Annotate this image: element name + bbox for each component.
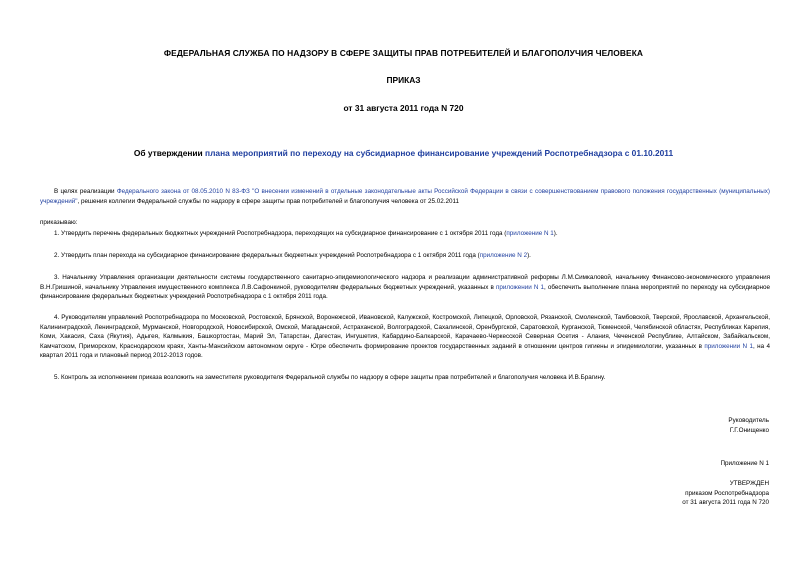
preamble-pre: В целях реализации [54, 188, 117, 195]
signature-block [728, 416, 769, 435]
item-1-post: ). [553, 230, 558, 237]
appendix-2-link[interactable]: приложение N 2 [479, 252, 528, 259]
item-3-pre: 3. Начальнику Управления организации деятельности системы государственного санитарно-эпидемиологического надзора и реализации административной реформы Л.М.Симкаловой, начальнику Финансово-экономического управления В.Н.Гришиной, начальнику Управления имущественного комплекса Л.В.Сафонкиной, руководителям федеральных бюджетных учреждений, указанных в [40, 274, 770, 291]
item-3-paragraph [40, 273, 770, 302]
item-1-pre: 1. Утвердить перечень федеральных бюджетных учреждений Роспотребнадзора, переходящих на субсидиарное финансирование с 1 октября 2011 года ( [54, 230, 507, 237]
federal-law-link[interactable]: Федерального закона от 08.05.2010 N 83-ФЗ "О внесении изменений в отдельные законодательные акты Российской Федерации в связи с совершенствованием правового положения государственных (муниципальных) учреждений" [40, 188, 770, 205]
item-3-appendix-link[interactable]: приложении N 1 [495, 283, 545, 291]
item-4-post: , на 4 квартал 2011 года и плановый период 2012-2013 годов. [40, 342, 771, 359]
appendix-label: Приложение N 1 [720, 460, 769, 467]
item-2-post: ). [527, 252, 531, 259]
approval-order-date: от 31 августа 2011 года N 720 [682, 499, 769, 506]
signature-role: Руководитель [728, 417, 769, 424]
appendix-1-link[interactable]: приложение N 1 [506, 230, 554, 237]
approval-block [682, 479, 769, 508]
order-title-link[interactable]: плана мероприятий по переходу на субсидиарное финансирование учреждений Роспотребнадзора с 01.10.2011 [205, 148, 674, 158]
item-2-pre: 2. Утвердить план перехода на субсидиарное финансирование федеральных бюджетных учреждений Роспотребнадзора с 1 октября 2011 года ( [54, 252, 480, 259]
signature-name: Г.Г.Онищенко [729, 426, 769, 434]
item-1-paragraph [40, 229, 770, 239]
document-type: ПРИКАЗ [386, 75, 421, 85]
item-4-pre: 4. Руководителям управлений Роспотребнадзора по Московской, Ростовской, Брянской, Воронежской, Ивановской, Калужской, Костромской, Липецкой, Орловской, Рязанской, Смоленской, Тамбовской, Тверской, Ярославской, Архангельской, Калининградской, Ленинградской, Мурманской, Новгородской, Новосибирской, Омской, Магаданской, Астраханской, Волгоградской, Сахалинской, Оренбургской, Саратовской, Курганской, Тюменской, Челябинской областях, Республиках Карелия, Коми, Хакасия, Саха (Якутия), Адыгея, Калмыкия, Башкортостан, Марий Эл, Татарстан, Дагестан, Ингушетия, Кабардино-Балкарской, Карачаево-Черкесской Северная Осетия - Алания, Чеченской Республике, Алтайском, Забайкальском, Камчатском, Приморском, Краснодарском краях, Ханты-Мансийском автономном округе - Югре обеспечить формирование проектов государственных заданий в отношении центров гигиены и эпидемиологии, указанных в [40, 314, 770, 350]
order-date-number: от 31 августа 2011 года N 720 [343, 103, 464, 113]
order-title-prefix: Об утверждении [133, 148, 206, 158]
agency-heading: ФЕДЕРАЛЬНАЯ СЛУЖБА ПО НАДЗОРУ В СФЕРЕ ЗАЩИТЫ ПРАВ ПОТРЕБИТЕЛЕЙ И БЛАГОПОЛУЧИЯ ЧЕЛОВЕКА [163, 48, 644, 58]
approval-order-ref: приказом Роспотребнадзора [685, 489, 769, 497]
preamble-paragraph [40, 187, 770, 206]
approved-word: УТВЕРЖДЕН [729, 480, 769, 487]
item-4-appendix-link[interactable]: приложении N 1 [704, 342, 753, 350]
item-3-post: , обеспечить выполнение плана мероприятий по переходу на субсидиарное финансирование федеральных бюджетных учреждений Роспотребнадзора с 1 октября 2011 года. [40, 283, 771, 300]
item-5-paragraph: 5. Контроль за исполнением приказа возложить на заместителя руководителя Федеральной службы по надзору в сфере защиты прав потребителей и благополучия человека И.В.Брагину. [54, 374, 606, 381]
item-2-paragraph [40, 251, 770, 261]
orders-word: приказываю: [40, 219, 78, 226]
item-4-paragraph [40, 313, 770, 361]
preamble-post: , решения коллегии Федеральной службы по надзору в сфере защиты прав потребителей и благополучия человека от 25.02.2011 [77, 197, 459, 205]
order-title [0, 148, 807, 158]
